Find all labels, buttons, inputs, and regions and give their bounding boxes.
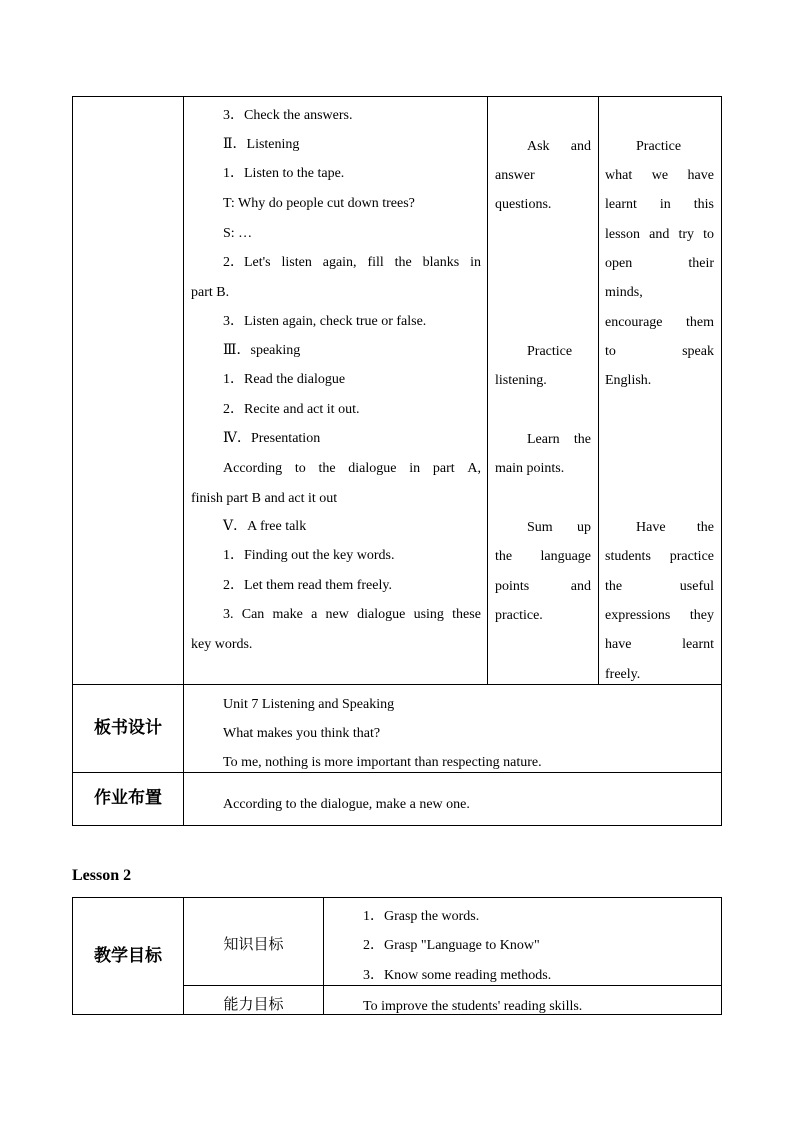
board-line: To me, nothing is more important than respecting nature. xyxy=(223,755,542,770)
purpose-line: Practice xyxy=(636,139,682,154)
step-line: Ⅳ．Presentation xyxy=(223,431,321,446)
table2-row-divider xyxy=(183,985,722,986)
purpose-line: Have the xyxy=(636,520,714,535)
lesson-heading: Lesson 2 xyxy=(72,867,132,884)
step-line: T: Why do people cut down trees? xyxy=(223,196,415,211)
activity-line: Learn the xyxy=(527,432,591,447)
knowledge-item: 2．Grasp "Language to Know" xyxy=(363,938,540,953)
step-line: 1．Read the dialogue xyxy=(223,372,346,387)
step-line: Ⅴ．A free talk xyxy=(223,519,307,534)
step-line: 2．Let's listen again, fill the blanks in xyxy=(223,255,481,270)
activity-line: the language xyxy=(495,549,591,564)
step-line: 3. Can make a new dialogue using these xyxy=(223,607,481,622)
purpose-line: what we have xyxy=(605,168,714,183)
purpose-line: students practice xyxy=(605,549,714,564)
step-line: 3．Check the answers. xyxy=(223,108,353,123)
purpose-line: lesson and try to xyxy=(605,227,714,242)
board-line: What makes you think that? xyxy=(223,726,381,741)
step-line: 2．Let them read them freely. xyxy=(223,578,392,593)
purpose-line: have learnt xyxy=(605,637,714,652)
table1-row-divider-1 xyxy=(72,684,722,685)
purpose-line: learnt in this xyxy=(605,197,714,212)
board-line: Unit 7 Listening and Speaking xyxy=(223,697,395,712)
ability-text: To improve the students' reading skills. xyxy=(363,999,583,1014)
step-line: 3．Listen again, check true or false. xyxy=(223,314,427,329)
homework-text: According to the dialogue, make a new one. xyxy=(223,797,470,812)
table1-bottom-border xyxy=(72,825,722,826)
step-line: finish part B and act it out xyxy=(191,491,338,506)
step-line: 2．Recite and act it out. xyxy=(223,402,360,417)
activity-line: listening. xyxy=(495,373,547,388)
table1-left-border xyxy=(72,96,73,826)
purpose-line: the useful xyxy=(605,579,714,594)
table1-row-divider-2 xyxy=(72,772,722,773)
step-line: S: … xyxy=(223,226,253,241)
knowledge-item: 1．Grasp the words. xyxy=(363,909,480,924)
table2-right-border xyxy=(721,897,722,1015)
step-line: part B. xyxy=(191,285,230,300)
activity-line: answer xyxy=(495,168,535,183)
table2-col-divider-2 xyxy=(323,897,324,1015)
purpose-line: freely. xyxy=(605,667,641,682)
purpose-line: English. xyxy=(605,373,652,388)
purpose-line: encourage them xyxy=(605,315,714,330)
activity-line: Sum up xyxy=(527,520,591,535)
table1-top-border xyxy=(72,96,722,97)
activity-line: Practice xyxy=(527,344,573,359)
purpose-line: expressions they xyxy=(605,608,714,623)
board-design-label: 板书设计 xyxy=(94,718,162,738)
table2-top-border xyxy=(72,897,722,898)
activity-line: questions. xyxy=(495,197,552,212)
knowledge-item: 3．Know some reading methods. xyxy=(363,968,552,983)
purpose-line: to speak xyxy=(605,344,714,359)
activity-line: practice. xyxy=(495,608,543,623)
step-line: Ⅲ．speaking xyxy=(223,343,301,358)
step-line: key words. xyxy=(191,637,253,652)
activity-line: Ask and xyxy=(527,139,591,154)
activity-line: points and xyxy=(495,579,591,594)
step-line: 1．Finding out the key words. xyxy=(223,548,395,563)
objectives-label: 教学目标 xyxy=(94,946,162,966)
table1-right-border xyxy=(721,96,722,826)
table1-col-divider-2 xyxy=(487,96,488,684)
step-line: According to the dialogue in part A, xyxy=(223,461,481,476)
purpose-line: open their xyxy=(605,256,714,271)
table1-col-divider-3 xyxy=(598,96,599,684)
homework-label: 作业布置 xyxy=(94,788,162,808)
table1-col-divider-1 xyxy=(183,96,184,826)
purpose-line: minds, xyxy=(605,285,643,300)
step-line: Ⅱ．Listening xyxy=(223,137,300,152)
step-line: 1．Listen to the tape. xyxy=(223,166,345,181)
ability-label: 能力目标 xyxy=(223,995,284,1013)
knowledge-label: 知识目标 xyxy=(223,935,284,953)
activity-line: main points. xyxy=(495,461,565,476)
